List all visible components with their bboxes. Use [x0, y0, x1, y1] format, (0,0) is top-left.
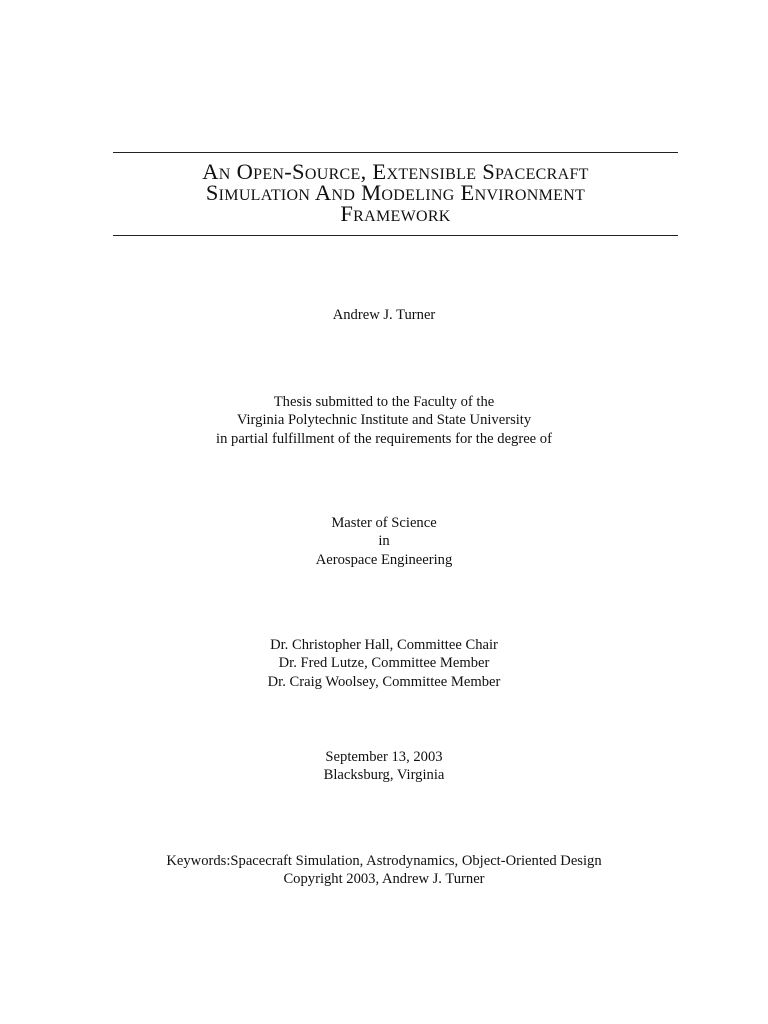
- thesis-title: [113, 161, 678, 224]
- date-location-block: [0, 748, 768, 785]
- committee-member: Dr. Fred Lutze, Committee Member: [278, 655, 490, 672]
- author-name: Andrew J. Turner: [332, 307, 436, 323]
- author-block: [0, 306, 768, 324]
- title-bottom-rule: [113, 235, 678, 236]
- degree-name: Master of Science: [331, 515, 437, 531]
- submission-location: Blacksburg, Virginia: [323, 767, 445, 784]
- committee-member: Dr. Craig Woolsey, Committee Member: [267, 673, 501, 690]
- degree-block: [0, 514, 768, 569]
- submission-line-2: Virginia Polytechnic Institute and State University: [236, 412, 532, 429]
- submission-line-3: in partial fulfillment of the requirements for the degree of: [216, 430, 552, 447]
- keywords-line: Keywords:Spacecraft Simulation, Astrodynamics, Object-Oriented Design: [166, 853, 602, 869]
- submission-line-1: Thesis submitted to the Faculty of the: [273, 394, 495, 410]
- submission-statement: [0, 393, 768, 448]
- title-line-1: An Open-Source, Extensible Spacecraft: [202, 159, 589, 184]
- degree-field: Aerospace Engineering: [315, 551, 453, 568]
- title-line-2: Simulation And Modeling Environment: [205, 180, 586, 205]
- copyright-line: Copyright 2003, Andrew J. Turner: [283, 871, 485, 888]
- keywords-copyright-block: [0, 852, 768, 889]
- submission-date: September 13, 2003: [325, 749, 443, 765]
- title-line-3: Framework: [340, 201, 451, 226]
- committee-member: Dr. Christopher Hall, Committee Chair: [270, 637, 498, 653]
- committee-block: [0, 636, 768, 691]
- title-top-rule: [113, 152, 678, 153]
- degree-connector: in: [378, 533, 390, 550]
